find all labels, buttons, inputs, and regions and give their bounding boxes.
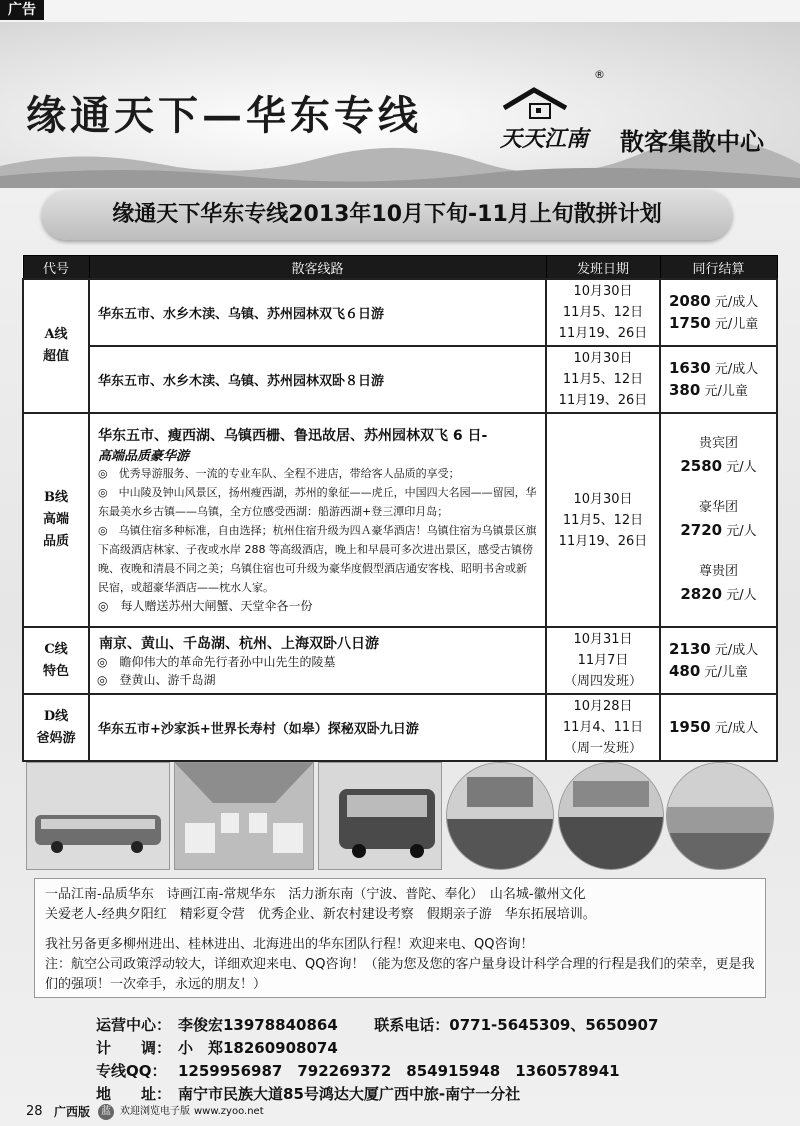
table-row-c xyxy=(23,627,777,694)
line-code-label: A线 xyxy=(44,327,68,342)
price-adult: 1950 xyxy=(669,717,711,736)
date-item: 11月19、26日 xyxy=(558,393,648,408)
contact-block xyxy=(96,1014,658,1106)
price-child: 1750 xyxy=(669,313,711,332)
line-code-label: D线 xyxy=(43,708,69,724)
line-code-tag: 爸妈游 xyxy=(36,730,76,746)
ops-contact: 李俊宏13978840864 xyxy=(178,1016,338,1034)
line-code-tag: 品质 xyxy=(42,534,69,549)
date-item: 10月30日 xyxy=(573,284,633,299)
table-row-a2 xyxy=(23,346,777,413)
price-unit: 元/人 xyxy=(726,460,757,475)
column-header-code: 代号 xyxy=(23,256,89,280)
price-unit: 元/成人 xyxy=(714,294,759,310)
table-header-row xyxy=(23,256,777,280)
tier-price: 2720 xyxy=(680,521,723,539)
route-b-detail: ◎ 每人赠送苏州大闸蟹、天堂伞各一份 xyxy=(98,598,313,613)
photo-strip xyxy=(26,762,774,872)
main-title: 缘通天下—华东专线 xyxy=(26,92,422,139)
contact-label: 联系电话： xyxy=(374,1016,450,1034)
price-d xyxy=(660,694,777,761)
qq-numbers: 1259956987 792269372 854915948 1360578941 xyxy=(178,1062,620,1080)
price-a1 xyxy=(660,279,777,346)
route-c-title: 南京、黄山、千岛湖、杭州、上海双卧八日游 xyxy=(99,635,379,652)
date-item: 11月5、12日 xyxy=(562,372,644,387)
date-item: 11月19、26日 xyxy=(558,533,648,549)
route-b-detail: ◎ 优秀导游服务、一流的专业车队、全程不进店，带给客人品质的享受； xyxy=(98,466,460,480)
coach-bus-photo xyxy=(318,762,442,870)
price-adult: 2080 xyxy=(669,291,711,310)
dates-d xyxy=(546,694,660,761)
group-photo-2 xyxy=(558,762,664,870)
date-item: 10月30日 xyxy=(573,491,633,507)
price-unit: 元/成人 xyxy=(714,642,759,658)
line-code-a xyxy=(23,279,89,413)
column-header-price: 同行结算 xyxy=(660,256,777,280)
contact-label: 运营中心： xyxy=(96,1016,172,1034)
dates-b xyxy=(546,413,660,627)
edition-badge-icon: 蓝 xyxy=(98,1104,114,1120)
route-b xyxy=(89,413,546,627)
price-child: 380 xyxy=(669,380,701,399)
group-photo-1 xyxy=(446,762,554,870)
price-b xyxy=(660,413,777,627)
dates-a1 xyxy=(546,279,660,346)
price-unit: 元/儿童 xyxy=(704,383,748,399)
line-code-label: B线 xyxy=(44,490,68,505)
price-a2 xyxy=(660,346,777,413)
date-item: 11月4、11日 xyxy=(562,720,644,735)
date-item: 11月7日 xyxy=(577,653,629,668)
footer-text: 欢迎浏览电子版 xyxy=(120,1106,190,1117)
column-header-dates: 发班日期 xyxy=(546,256,660,280)
route-b-detail: ◎ 乌镇住宿多种标准，自由选择；杭州住宿升级为四Ａ豪华酒店！乌镇住宿为乌镇景区旗下高级酒店林家、子夜或水岸 288 等高级酒店，晚上和早晨可多次进出景区，感受古镇傍晚、夜晚和清晨不同之美；乌镇住宿也可升级为豪华度假型酒店通安客栈、昭明书舍或新民宿，或超豪华酒店——枕水人家。 xyxy=(98,523,537,594)
route-b-subtitle: 高端品质豪华游 xyxy=(98,448,190,464)
price-unit: 元/成人 xyxy=(714,720,759,736)
notice-text: 我社另备更多柳州进出、桂林进出、北海进出的华东团队行程！欢迎来电、QQ咨询！ xyxy=(45,937,534,952)
price-adult: 1630 xyxy=(669,358,711,377)
dates-c xyxy=(546,627,660,694)
date-item: 11月19、26日 xyxy=(558,326,648,341)
address: 南宁市民族大道85号鸿达大厦广西中旅-南宁一分社 xyxy=(178,1085,521,1103)
page-number: 28 xyxy=(26,1104,43,1119)
route-c-bullet: ◎ 瞻仰伟大的革命先行者孙中山先生的陵墓 xyxy=(97,654,336,669)
dates-a2 xyxy=(546,346,660,413)
table-row-b xyxy=(23,413,777,627)
contact-label: 地 址： xyxy=(96,1085,172,1103)
date-item: （周一发班） xyxy=(563,741,642,756)
notice-text: 注：航空公司政策浮动较大，详细欢迎来电、QQ咨询！（能为您及您的客户量身设计科学合理的行程是我们的荣幸，更是我们的强项！一次牵手，永远的朋友！） xyxy=(45,957,755,992)
info-box xyxy=(34,878,766,998)
house-logo-icon xyxy=(500,86,570,124)
bus-interior-photo xyxy=(174,762,314,870)
brand-name: 天天江南 xyxy=(500,126,589,152)
price-unit: 元/儿童 xyxy=(704,664,748,680)
registered-mark: ® xyxy=(594,68,605,81)
route-a1: 华东五市、水乡木渎、乌镇、苏州园林双飞６日游 xyxy=(89,279,546,346)
route-b-title: 华东五市、瘦西湖、乌镇西栅、鲁迅故居、苏州园林双飞 6 日- xyxy=(98,427,488,444)
contact-label: 计 调： xyxy=(96,1039,172,1057)
phone-number: 0771-5645309、5650907 xyxy=(449,1016,659,1034)
tier-name: 尊贵团 xyxy=(698,564,738,579)
product-line-list: 关爱老人-经典夕阳红 精彩夏令营 优秀企业、新农村建设考察 假期亲子游 华东拓展培训。 xyxy=(45,907,596,922)
tier-name: 贵宾团 xyxy=(698,436,738,451)
price-unit: 元/儿童 xyxy=(714,316,759,332)
line-code-label: C线 xyxy=(44,641,68,657)
route-c-bullet: ◎ 登黄山、游千岛湖 xyxy=(97,672,216,687)
table-row-d xyxy=(23,694,777,761)
date-item: 10月28日 xyxy=(573,699,633,714)
bus-fleet-photo xyxy=(26,762,170,870)
line-code-tag: 特色 xyxy=(42,663,69,679)
date-item: （周四发班） xyxy=(563,674,642,689)
column-header-route: 散客线路 xyxy=(89,256,546,280)
website-link[interactable]: www.zyoo.net xyxy=(194,1106,264,1117)
price-unit: 元/人 xyxy=(726,524,757,539)
route-c xyxy=(89,627,546,694)
date-item: 11月5、12日 xyxy=(562,305,644,320)
planner-contact: 小 郑18260908074 xyxy=(178,1039,338,1057)
route-b-detail: ◎ 中山陵及钟山风景区，扬州瘦西湖，苏州的象征——虎丘，中国四大名园——留园，华东最美水乡古镇——乌镇，全方位感受西湖：船游西湖+登三潭印月岛； xyxy=(98,485,537,518)
line-code-c xyxy=(23,627,89,694)
plan-title-banner: 缘通天下华东专线2013年10月下旬-11月上旬散拼计划 xyxy=(42,190,732,240)
table-row-a1 xyxy=(23,279,777,346)
date-item: 10月30日 xyxy=(573,351,633,366)
route-d: 华东五市+沙家浜+世界长寿村（如皋）探秘双卧九日游 xyxy=(89,694,546,761)
price-unit: 元/成人 xyxy=(714,361,759,377)
price-unit: 元/人 xyxy=(726,588,757,603)
header-banner xyxy=(0,22,800,188)
line-code-tag: 超值 xyxy=(42,349,69,364)
tour-plan-table xyxy=(22,255,778,762)
edition-label: 广西版 xyxy=(54,1105,91,1119)
price-c xyxy=(660,627,777,694)
ad-tag: 广告 xyxy=(0,0,44,20)
tier-name: 豪华团 xyxy=(698,500,738,515)
line-code-b xyxy=(23,413,89,627)
date-item: 10月31日 xyxy=(573,632,633,647)
contact-label: 专线QQ： xyxy=(96,1062,167,1080)
product-line-list: 一品江南-品质华东 诗画江南-常规华东 活力浙东南（宁波、普陀、奉化） 山名城-徽州文化 xyxy=(45,887,586,902)
route-a2: 华东五市、水乡木渎、乌镇、苏州园林双卧８日游 xyxy=(89,346,546,413)
line-code-d xyxy=(23,694,89,761)
center-title: 散客集散中心 xyxy=(620,128,764,156)
page-footer xyxy=(0,1100,800,1124)
tier-price: 2820 xyxy=(680,585,723,603)
date-item: 11月5、12日 xyxy=(562,512,644,528)
line-code-tag: 高端 xyxy=(42,512,69,527)
group-photo-3 xyxy=(666,762,774,870)
price-adult: 2130 xyxy=(669,639,711,658)
tier-price: 2580 xyxy=(680,457,723,475)
price-child: 480 xyxy=(669,661,701,680)
